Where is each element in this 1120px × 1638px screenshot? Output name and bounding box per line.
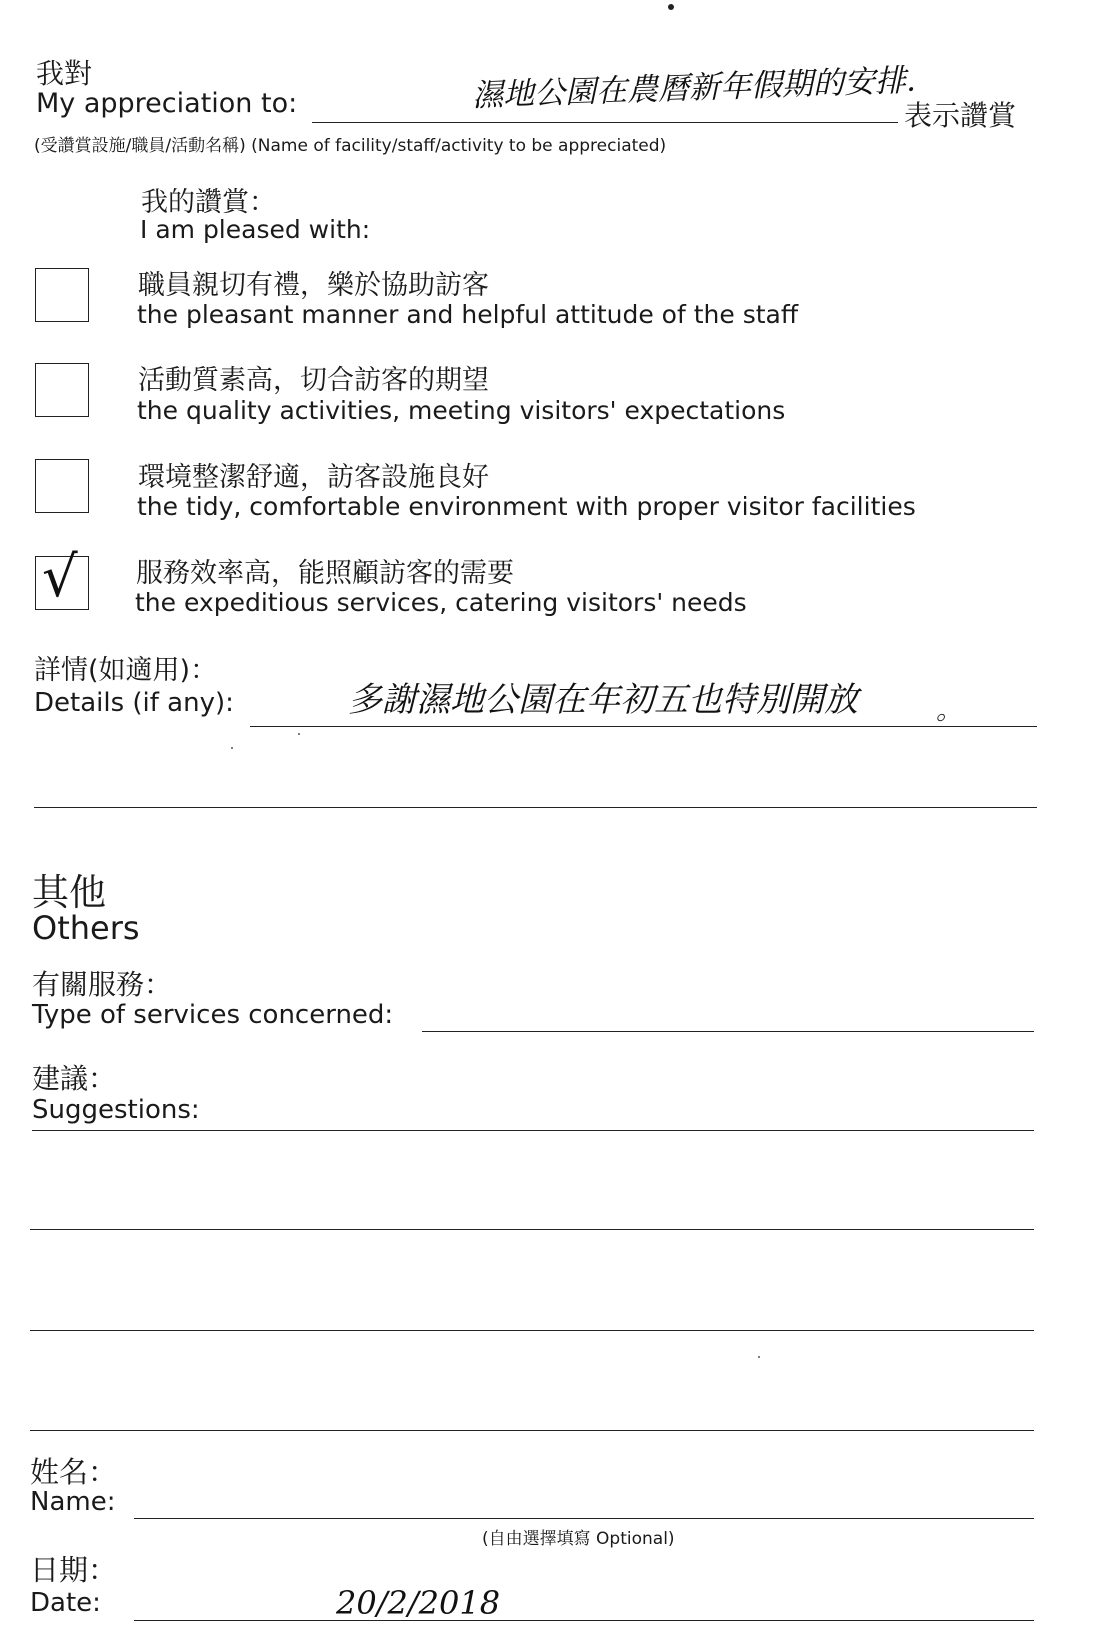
suggestions-line-4[interactable] — [30, 1430, 1034, 1431]
details-en-label: Details (if any): — [34, 688, 234, 718]
suggestions-zh-label: 建議： — [32, 1062, 117, 1095]
appreciation-field-line — [312, 122, 898, 123]
name-en-label: Name: — [30, 1487, 116, 1517]
option-activities-zh: 活動質素高，切合訪客的期望 — [138, 365, 489, 396]
name-field-line[interactable] — [134, 1518, 1034, 1519]
option-staff-zh: 職員親切有禮，樂於協助訪客 — [138, 270, 489, 301]
date-en-label: Date: — [30, 1588, 101, 1618]
appreciation-zh-label: 我對 — [36, 57, 93, 90]
date-zh-label: 日期： — [30, 1553, 118, 1587]
appreciation-hint: (受讚賞設施/職員/活動名稱) (Name of facility/staff/activity to be appreciated) — [34, 136, 667, 156]
option-environment-en: the tidy, comfortable environment with proper visitor facilities — [137, 492, 916, 521]
date-field-line[interactable] — [134, 1620, 1034, 1621]
suggestions-line-3[interactable] — [30, 1330, 1034, 1331]
others-en-heading: Others — [32, 909, 140, 947]
option-checkbox-environment[interactable] — [35, 459, 89, 513]
pleased-en-heading: I am pleased with: — [140, 215, 371, 244]
date-handwritten-value[interactable]: 20/2/2018 — [336, 1584, 501, 1622]
others-zh-heading: 其他 — [32, 871, 106, 914]
services-en-label: Type of services concerned: — [32, 1000, 394, 1030]
check-mark-icon: √ — [42, 545, 78, 610]
details-line-1 — [250, 726, 1037, 727]
suggestions-line-1[interactable] — [32, 1130, 1034, 1131]
appreciation-handwritten-value[interactable]: 濕地公園在農曆新年假期的安排. — [471, 62, 917, 114]
details-handwritten-value[interactable]: 多謝濕地公園在年初五也特別開放 — [348, 680, 858, 720]
option-services-zh: 服務效率高，能照顧訪客的需要 — [136, 558, 514, 589]
option-checkbox-services[interactable] — [35, 545, 89, 610]
appreciation-suffix: 表示讚賞 — [904, 99, 1017, 132]
appreciation-en-label: My appreciation to: — [36, 88, 298, 119]
option-checkbox-staff[interactable] — [35, 268, 89, 322]
pleased-zh-heading: 我的讚賞： — [141, 187, 276, 218]
scan-speck — [758, 1356, 760, 1358]
option-checkbox-activities[interactable] — [35, 363, 89, 417]
details-line-2 — [34, 807, 1037, 808]
name-optional-note: (自由選擇填寫 Optional) — [482, 1529, 675, 1549]
scan-speck — [231, 747, 233, 749]
scan-speck — [298, 733, 300, 735]
suggestions-en-label: Suggestions: — [32, 1095, 200, 1125]
details-zh-label: 詳情(如適用)： — [34, 655, 218, 686]
option-environment-zh: 環境整潔舒適，訪客設施良好 — [138, 462, 489, 493]
suggestions-line-2[interactable] — [30, 1229, 1034, 1230]
option-staff-en: the pleasant manner and helpful attitude of the staff — [137, 300, 799, 329]
services-zh-label: 有關服務： — [32, 968, 173, 1001]
name-zh-label: 姓名： — [30, 1455, 118, 1489]
option-activities-en: the quality activities, meeting visitors' expectations — [137, 396, 786, 425]
option-services-en: the expeditious services, catering visitors' needs — [135, 588, 747, 617]
scan-speck — [668, 4, 674, 10]
details-trailing-mark: 。 — [936, 696, 963, 726]
services-field-line[interactable] — [422, 1031, 1034, 1032]
